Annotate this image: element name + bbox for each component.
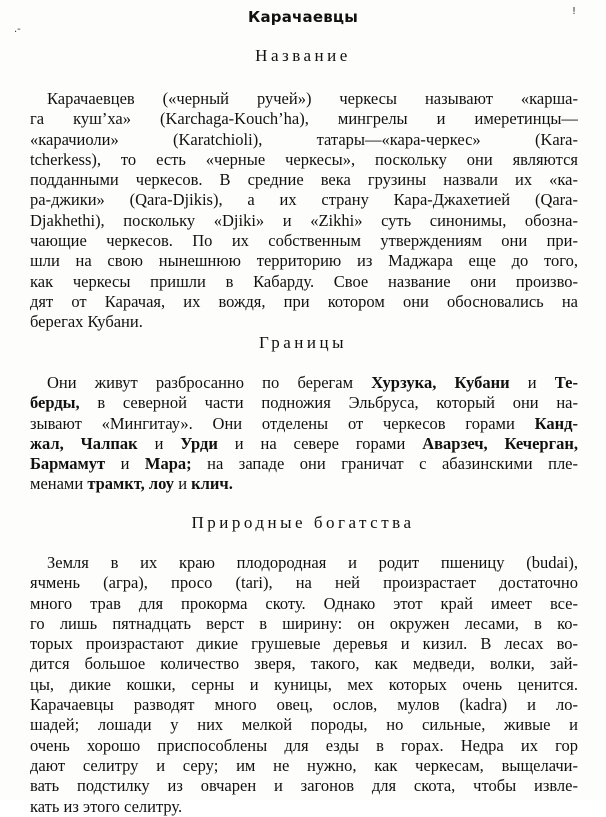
- bold-term: Те-: [554, 373, 578, 392]
- text-line: [30, 756, 578, 776]
- text-line: [30, 170, 578, 190]
- section-body-name: [30, 89, 578, 333]
- text-run: и на севере горами: [217, 433, 423, 453]
- text-run: и: [174, 474, 192, 494]
- text-run: ра-джики» (Qara-Djikis), а их страну Кара-Джахетией (Qara-: [30, 190, 578, 210]
- text-run: и: [509, 373, 555, 392]
- bold-term: жал, Чалпак: [30, 433, 138, 453]
- text-run: дают селитру и серу; им не нужно, как черкесам, выщелачи-: [30, 755, 578, 775]
- page-title: Карачаевцы: [247, 8, 358, 26]
- text-line: [30, 634, 578, 654]
- text-line: [30, 594, 578, 614]
- text-line: [30, 89, 578, 109]
- text-line: [30, 715, 578, 735]
- text-run: очень хорошо приспособлены для езды в горах. Недра их гор: [30, 735, 578, 755]
- text-line: [30, 614, 578, 634]
- text-line: [30, 414, 578, 434]
- text-run: «карачиоли» (Karatchioli), татары—«кара-черкес» (Kara-: [30, 129, 578, 149]
- bold-term: клич.: [191, 474, 233, 494]
- text-run: Djakhethi), поскольку «Djiki» и «Zikhi» суть синонимы, обозна-: [30, 210, 578, 230]
- text-run: Карачаевцев («черный ручей») черкесы называют «карша-: [47, 89, 578, 108]
- text-line: [30, 109, 578, 129]
- text-line: [30, 373, 578, 393]
- bold-term: Аварзеч, Кечерган,: [422, 433, 578, 453]
- text-run: ячмень (агра), просо (tari), на ней произрастает достаточно: [30, 573, 578, 593]
- bold-term: трамкт, лоу: [87, 474, 175, 494]
- text-run: tcherkess), то есть «черные черкесы», поскольку они являются: [30, 149, 578, 169]
- section-body-borders: [30, 373, 578, 495]
- text-run: торых произрастают дикие грушевые деревья и кизил. В лесах во-: [30, 634, 578, 654]
- bold-term: берды,: [30, 393, 80, 413]
- section-heading-name: Название: [255, 46, 351, 65]
- section-heading-resources: Природные богатства: [191, 513, 415, 532]
- text-run: Карачаевцы разводят много овец, ослов, мулов (kadra) и ло-: [30, 695, 578, 715]
- bold-term: Хурзука, Кубани: [371, 373, 510, 392]
- text-run: вать подстилку из овчарен и загонов для скота, чтобы извле-: [30, 776, 578, 796]
- text-line: [30, 231, 578, 251]
- text-line: [30, 553, 578, 573]
- text-run: чающие черкесов. По их собственным утверждениям они при-: [30, 231, 578, 251]
- text-run: как черкесы пришли в Кабарду. Свое название они произво-: [30, 271, 578, 291]
- text-line: [30, 150, 578, 170]
- bold-term: Канд-: [534, 413, 578, 433]
- text-line: [30, 312, 578, 332]
- bold-term: Мара;: [144, 454, 192, 474]
- bold-term: Урди: [180, 433, 218, 453]
- text-line: [30, 675, 578, 695]
- section-body-resources: [30, 553, 578, 817]
- text-run: Они живут разбросанно по берегам: [47, 373, 372, 392]
- text-line: [30, 695, 578, 715]
- text-run: га куш’ха» (Karchaga-Kouch’ha), мингрелы и имеретинцы—: [30, 109, 578, 129]
- text-run: менами: [30, 474, 88, 494]
- bold-term: Бармамут: [30, 454, 106, 474]
- text-line: [30, 776, 578, 796]
- text-line: [30, 393, 578, 413]
- text-line: [30, 190, 578, 210]
- text-run: шли на свою нынешнюю территорию из Маджара еще до того,: [30, 251, 578, 271]
- margin-mark-left: .-: [14, 24, 21, 35]
- text-line: [30, 736, 578, 756]
- text-line: [30, 292, 578, 312]
- text-line: [30, 573, 578, 593]
- text-line: [30, 474, 578, 494]
- text-run: кать из этого селитру.: [30, 796, 183, 816]
- text-run: цы, дикие кошки, серны и куницы, мех которых очень ценится.: [30, 674, 578, 694]
- text-line: [30, 130, 578, 150]
- text-line: [30, 251, 578, 271]
- text-run: шадей; лошади у них мелкой породы, но сильные, живые и: [30, 715, 578, 735]
- text-run: и: [105, 454, 145, 474]
- text-line: [30, 654, 578, 674]
- text-run: на западе они граничат с абазинскими пле-: [191, 454, 578, 474]
- text-run: зывают «Мингитау». Они отделены от черкесов горами: [30, 413, 535, 433]
- text-run: в северной части подножия Эльбруса, который они на-: [79, 393, 578, 413]
- text-run: берегах Кубани.: [30, 312, 143, 332]
- text-run: много трав для прокорма скоту. Однако этот край имеет все-: [30, 593, 578, 613]
- section-heading-borders: Границы: [258, 333, 348, 352]
- text-run: дят от Карачая, их вождя, при котором они обосновались на: [30, 291, 578, 311]
- text-line: [30, 211, 578, 231]
- text-run: подданными черкесов. В средние века грузины назвали их «ка-: [30, 170, 578, 190]
- text-run: го лишь пятнадцать верст в ширину: он окружен лесами, в ко-: [30, 613, 578, 633]
- text-run: и: [137, 433, 181, 453]
- text-line: [30, 434, 578, 454]
- text-line: [30, 454, 578, 474]
- text-run: Земля в их краю плодородная и родит пшеницу (budai),: [47, 553, 578, 572]
- text-run: дится большое количество зверя, такого, как медведи, волки, зай-: [30, 654, 578, 674]
- text-line: [30, 272, 578, 292]
- margin-mark-right: !: [572, 6, 577, 17]
